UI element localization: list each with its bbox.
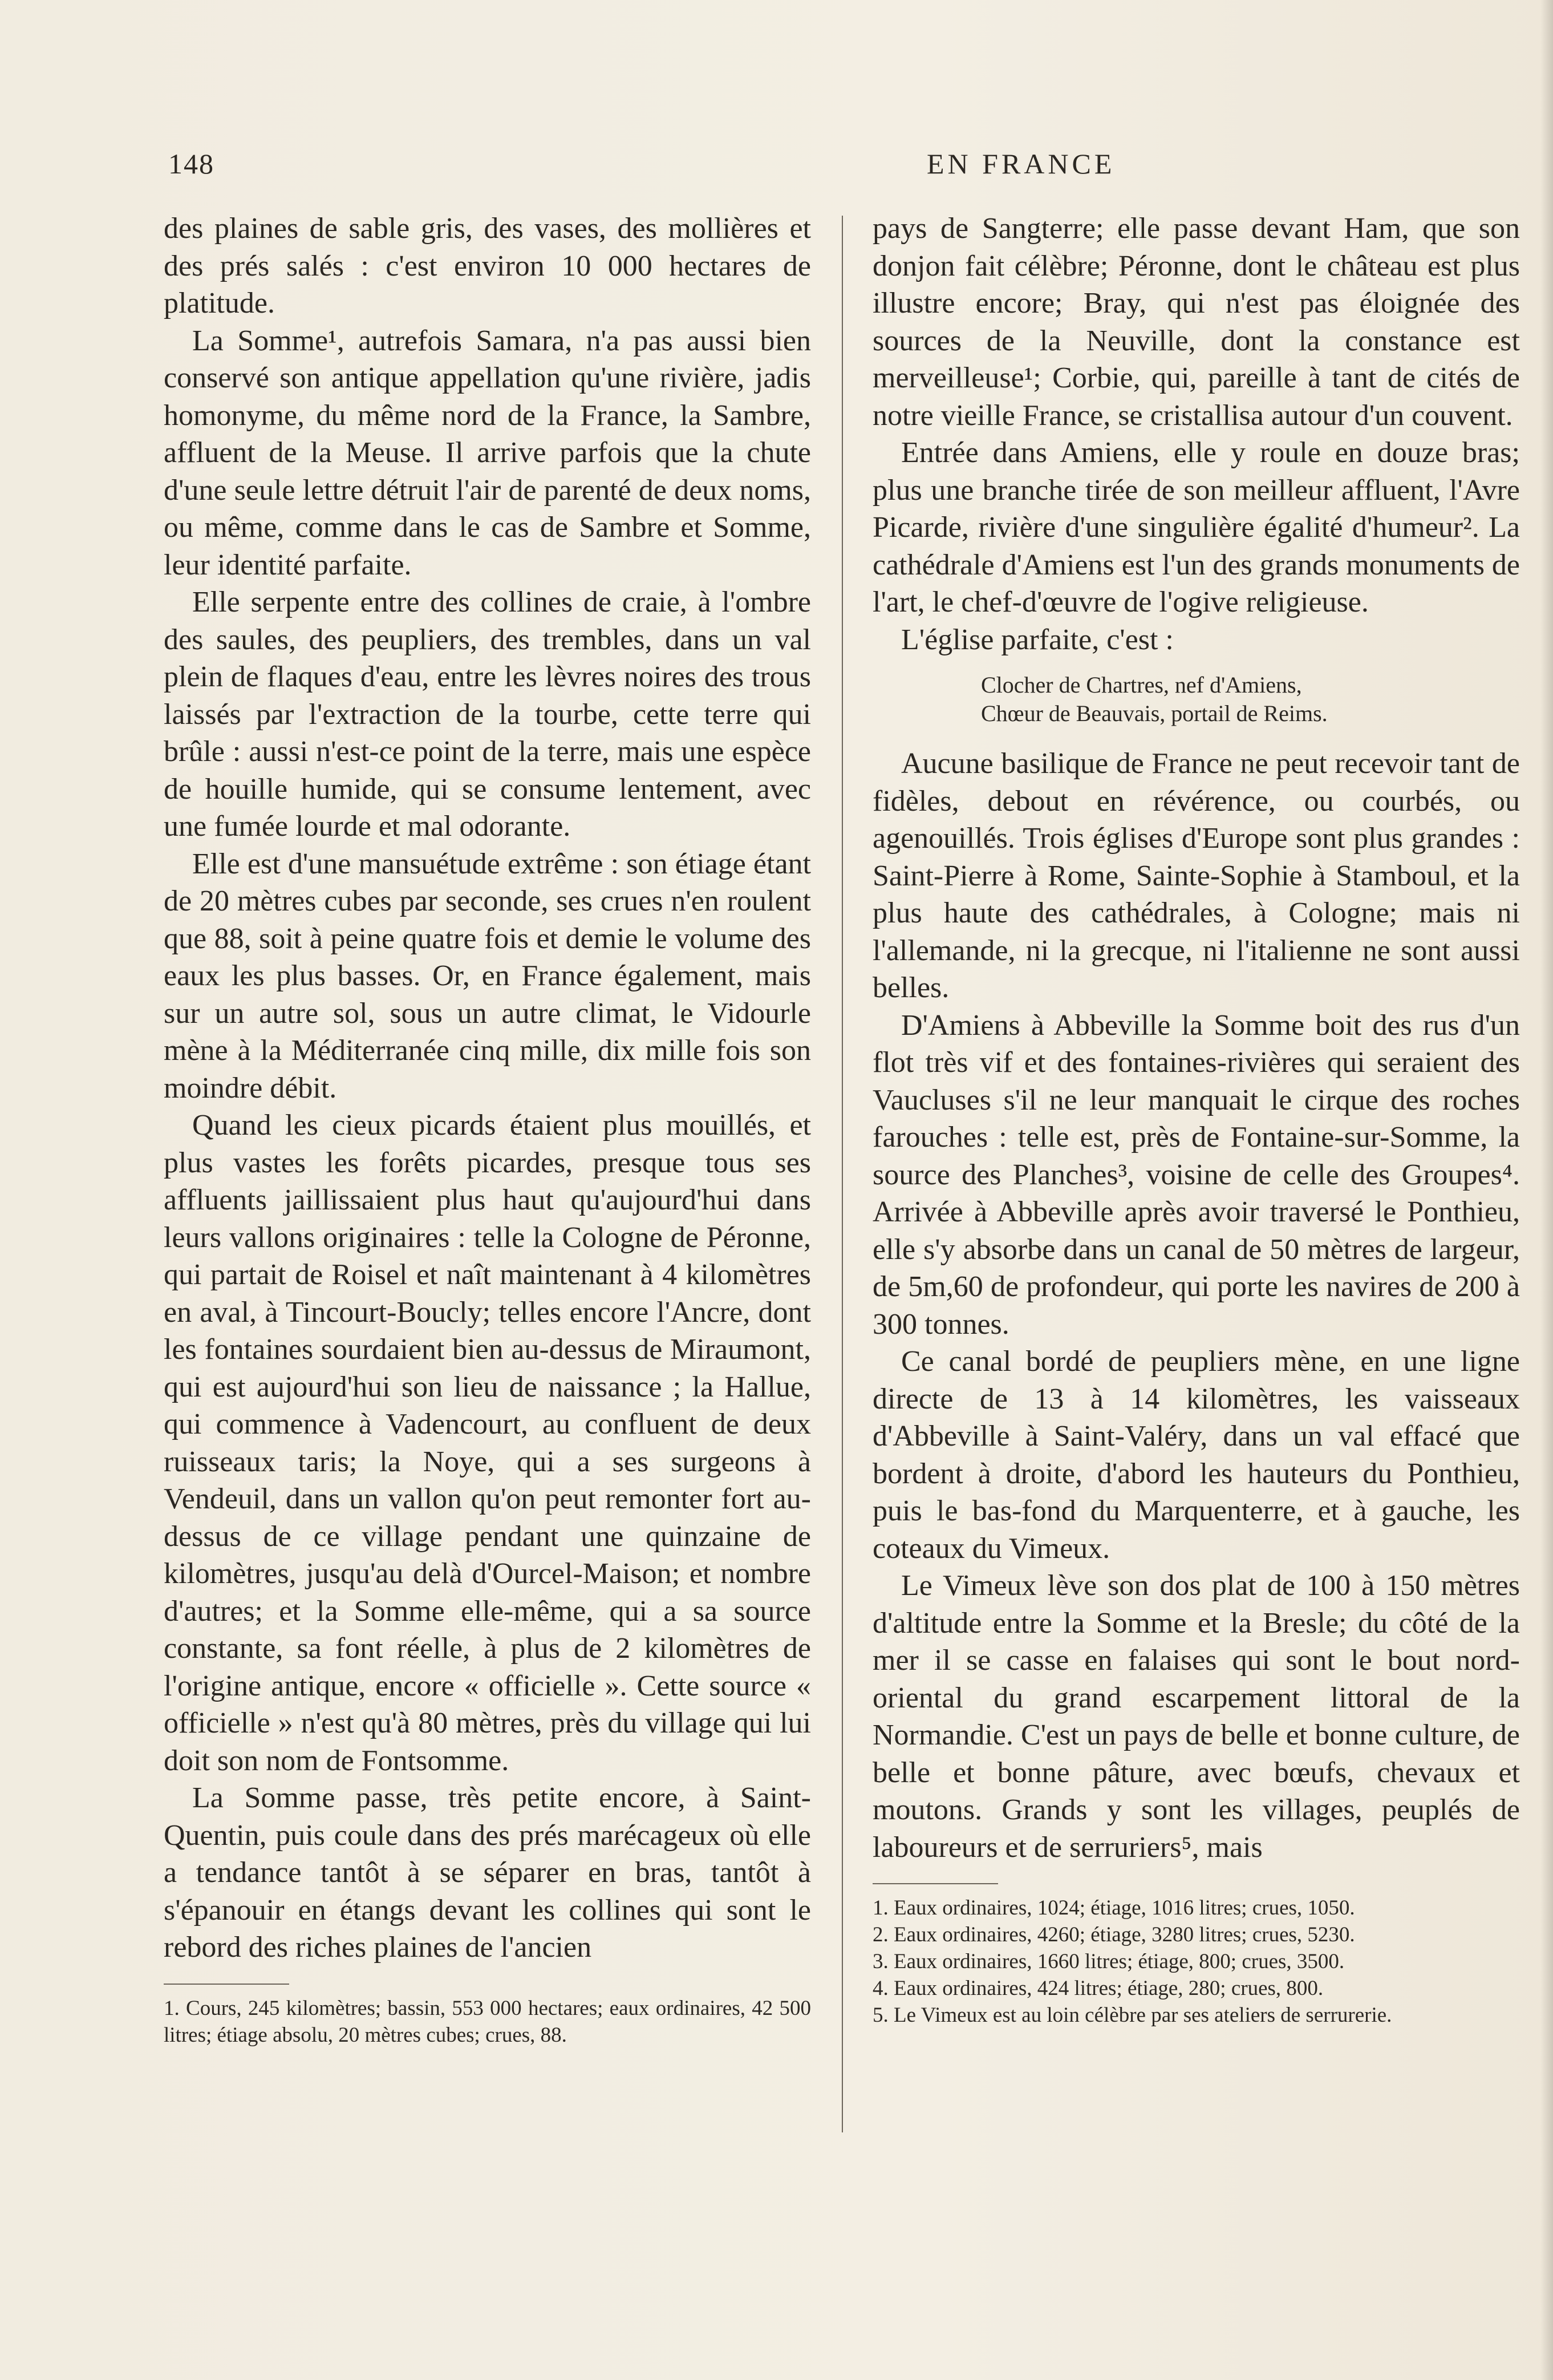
paragraph: La Somme passe, très petite encore, à Saint-Quentin, puis coule dans des prés marécageux où elle a tendance tantôt à se séparer en bras, tantôt à s'épanouir en étangs devant les collines qui sont le rebord des riches plaines de l'ancien: [164, 1782, 811, 1964]
page-number: 148: [168, 148, 214, 180]
paragraph: Ce canal bordé de peupliers mène, en une ligne directe de 13 à 14 kilomètres, les vaisseaux d'Abbeville à Saint-Valéry, dans un val effacé que bordent à droite, d'abord les hauteurs du Ponthieu, puis le bas-fond du Marquenterre, et à gauche, les coteaux du Vimeux.: [873, 1345, 1520, 1565]
paragraph: Entrée dans Amiens, elle y roule en douze bras; plus une branche tirée de son meilleur affluent, l'Avre Picarde, rivière d'une singulière égalité d'humeur². La cathédrale d'Amiens est l'un des grands monuments de l'art, le chef-d'œuvre de l'ogive religieuse.: [873, 436, 1520, 618]
paragraph: des plaines de sable gris, des vases, des mollières et des prés salés : c'est environ 10 000 hectares de platitude.: [164, 212, 811, 319]
paragraph: Elle est d'une mansuétude extrême : son étiage étant de 20 mètres cubes par seconde, ses crues n'en roulent que 88, soit à peine quatre fois et demie le volume des eaux les plus basses. Or, en France également, mais sur un autre sol, sous un autre climat, le Vidourle mène à la Méditerranée cinq mille, dix mille fois son moindre débit.: [164, 847, 811, 1104]
paragraph: L'église parfaite, c'est :: [901, 623, 1174, 656]
paragraph: D'Amiens à Abbeville la Somme boit des rus d'un flot très vif et des fontaines-rivières qui seraient des Vaucluses s'il ne leur manquait le cirque des roches farouches : telle est, près de Fontaine-sur-Somme, la source des Planches³, voisine de celle des Groupes⁴. Arrivée à Abbeville après avoir traversé le Ponthieu, elle s'y absorbe dans un canal de 50 mètres de largeur, de 5m,60 de profondeur, qui porte les navires de 200 à 300 tonnes.: [873, 1009, 1520, 1341]
footnote-rule: [873, 1883, 998, 1884]
running-title: EN FRANCE: [927, 148, 1116, 180]
verse-line: Clocher de Chartres, nef d'Amiens,: [981, 672, 1302, 698]
paragraph: Quand les cieux picards étaient plus mouillés, et plus vastes les forêts picardes, presque tous ses affluents jaillissaient plus haut qu'aujourd'hui dans leurs vallons originaires : telle la Cologne de Péronne, qui partait de Roisel et naît maintenant à 4 kilomètres en aval, à Tincourt-Boucly; telles encore l'Ancre, dont les fontaines sourdaient bien au-dessus de Miraumont, qui est aujourd'hui son lieu de naissance ; la Hallue, qui commence à Vadencourt, au confluent de deux ruisseaux taris; la Noye, qui a ses surgeons à Vendeuil, dans un vallon qu'on peut remonter fort au-dessus de ce village pendant une quinzaine de kilomètres, jusqu'au delà d'Ourcel-Maison; et nombre d'autres; et la Somme elle-même, qui a sa source constante, sa font réelle, à plus de 2 kilomètres de l'origine antique, encore « officielle ». Cette source « officielle » n'est qu'à 80 mètres, près du village qui lui doit son nom de Fontsomme.: [164, 1109, 811, 1777]
footnote: 1. Eaux ordinaires, 1024; étiage, 1016 litres; crues, 1050.: [873, 1896, 1355, 1920]
paragraph: Le Vimeux lève son dos plat de 100 à 150 mètres d'altitude entre la Somme et la Bresle; du côté de la mer il se casse en falaises qui sont le bout nord-oriental du grand escarpement littoral de la Normandie. C'est un pays de belle et bonne culture, de belle et bonne pâture, avec bœufs, chevaux et moutons. Grands y sont les villages, peuplés de laboureurs et de serruriers⁵, mais: [873, 1569, 1520, 1864]
paragraph: La Somme¹, autrefois Samara, n'a pas aussi bien conservé son antique appellation qu'une rivière, jadis homonyme, du même nord de la France, la Sambre, affluent de la Meuse. Il arrive parfois que la chute d'une seule lettre détruit l'air de parenté de deux noms, ou même, comme dans le cas de Sambre et Somme, leur identité parfaite.: [164, 324, 811, 581]
paragraph: pays de Sangterre; elle passe devant Ham, que son donjon fait célèbre; Péronne, dont le château est plus illustre encore; Bray, qui n'est pas éloignée des sources de la Neuville, dont la constance est merveilleuse¹; Corbie, qui, pareille à tant de cités de notre vieille France, se cristallisa autour d'un couvent.: [873, 212, 1520, 432]
paragraph: Aucune basilique de France ne peut recevoir tant de fidèles, debout en révérence, ou courbés, ou agenouillés. Trois églises d'Europe sont plus grandes : Saint-Pierre à Rome, Sainte-Sophie à Stamboul, et la plus haute des cathédrales, à Cologne; mais ni l'allemande, ni la grecque, ni l'italienne ne sont aussi belles.: [873, 747, 1520, 1004]
footnote: 4. Eaux ordinaires, 424 litres; étiage, 280; crues, 800.: [873, 1977, 1324, 2000]
page-edge-shadow: [1540, 0, 1553, 2380]
footnote-rule: [164, 1984, 289, 1985]
paragraph: Elle serpente entre des collines de craie, à l'ombre des saules, des peupliers, des trembles, dans un val plein de flaques d'eau, entre les lèvres noires des trous laissés par l'extraction de la tourbe, cette terre qui brûle : aussi n'est-ce point de la terre, mais une espèce de houille humide, qui se consume lentement, avec une fumée lourde et mal odorante.: [164, 586, 811, 843]
right-column: [873, 210, 1520, 2029]
verse-quote: [981, 671, 1520, 728]
footnote: 2. Eaux ordinaires, 4260; étiage, 3280 litres; crues, 5230.: [873, 1923, 1355, 1946]
footnote: 5. Le Vimeux est au loin célèbre par ses ateliers de serrurerie.: [873, 2003, 1392, 2027]
verse-line: Chœur de Beauvais, portail de Reims.: [981, 701, 1328, 726]
footnote: 1. Cours, 245 kilomètres; bassin, 553 000 hectares; eaux ordinaires, 42 500 litres; étiage absolu, 20 mètres cubes; crues, 88.: [164, 1996, 811, 2047]
footnote: 3. Eaux ordinaires, 1660 litres; étiage, 800; crues, 3500.: [873, 1950, 1345, 1973]
column-divider: [842, 216, 843, 2132]
page-header: [163, 147, 1527, 187]
left-column: [164, 210, 811, 2049]
